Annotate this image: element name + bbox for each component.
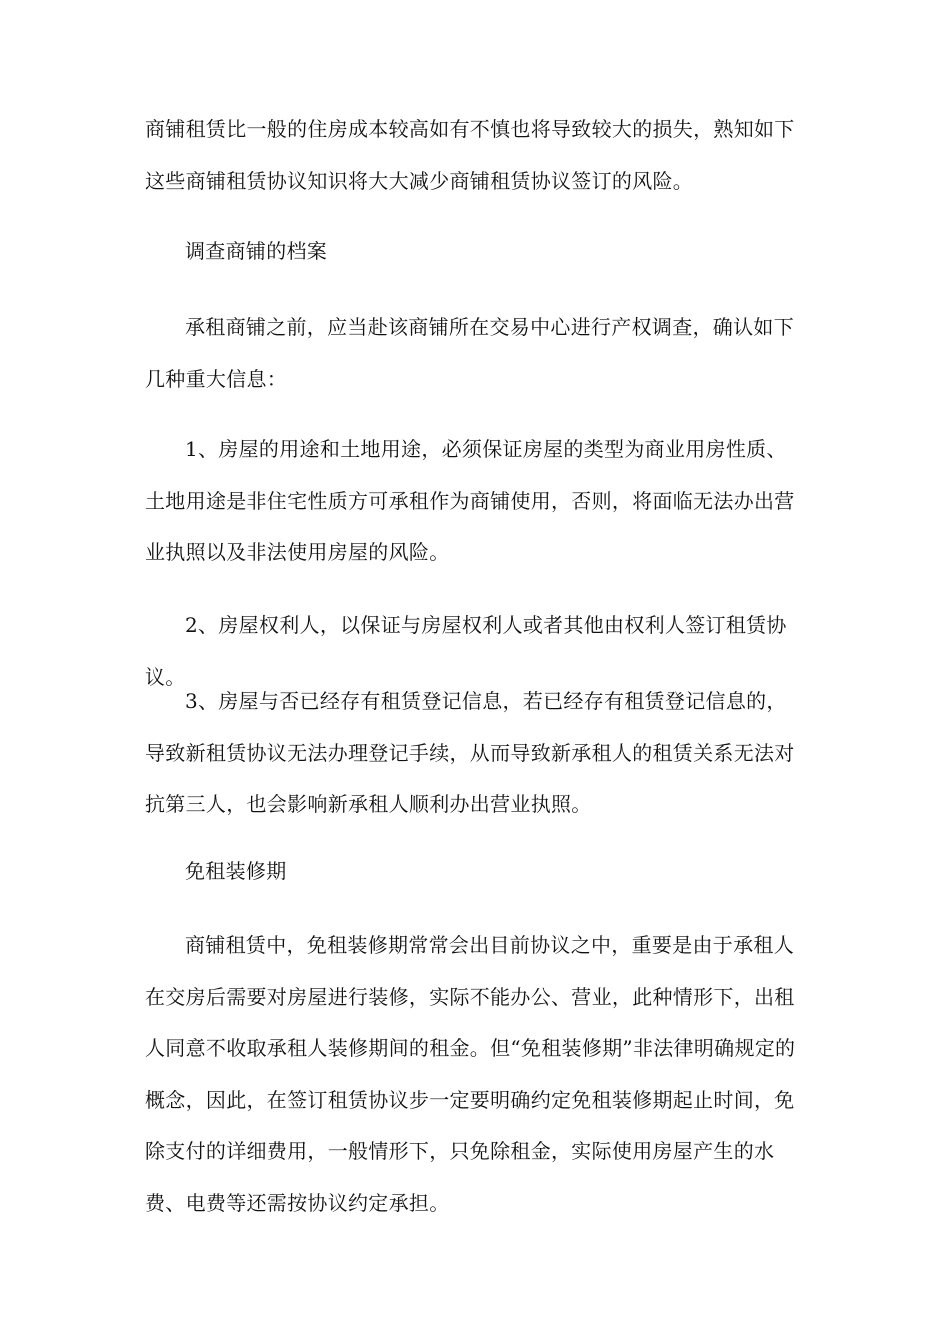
list-item-1: 1、房屋的用途和土地用途，必须保证房屋的类型为商业用房性质、土地用途是非住宅性质方可承租作为商铺使用，否则，将面临无法办出营业执照以及非法使用房屋的风险。 xyxy=(145,437,795,564)
section-heading-archive: 调查商铺的档案 xyxy=(185,239,328,263)
intro-paragraph: 商铺租赁比一般的住房成本较高如有不慎也将导致较大的损失，熟知如下这些商铺租赁协议知识将大大减少商铺租赁协议签订的风险。 xyxy=(145,117,795,193)
archive-paragraph: 承租商铺之前，应当赴该商铺所在交易中心进行产权调查，确认如下几种重大信息： xyxy=(145,315,794,391)
rent-free-paragraph: 商铺租赁中，免租装修期常常会出目前协议之中，重要是由于承租人在交房后需要对房屋进行装修，实际不能办公、营业，此种情形下，出租人同意不收取承租人装修期间的租金。但“免租装修期”非法律明确规定的概念，因此，在签订租赁协议步一定要明确约定免租装修期起止时间，免除支付的详细费用，一般情形下，只免除租金，实际使用房屋产生的水费、电费等还需按协议约定承担。 xyxy=(145,933,796,1215)
list-item-2: 2、房屋权利人，以保证与房屋权利人或者其他由权利人签订租赁协议。 xyxy=(145,613,787,689)
list-item-3: 3、房屋与否已经存有租赁登记信息，若已经存有租赁登记信息的，导致新租赁协议无法办理登记手续，从而导致新承租人的租赁关系无法对抗第三人，也会影响新承租人顺利办出营业执照。 xyxy=(145,689,795,816)
section-heading-rent-free: 免租装修期 xyxy=(185,859,287,883)
